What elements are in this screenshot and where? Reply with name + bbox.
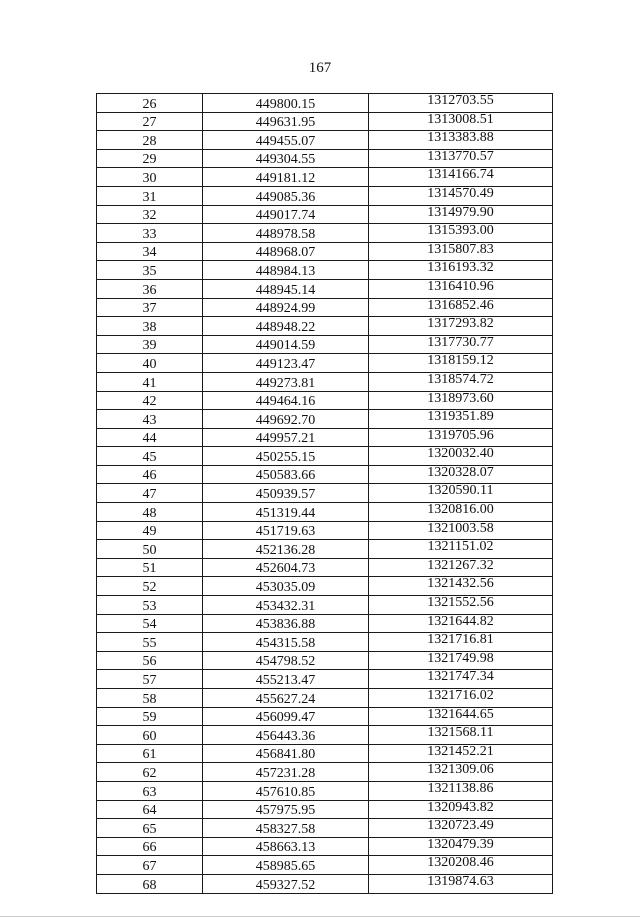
point-number-cell: 59 xyxy=(97,707,203,726)
x-coordinate-cell: 453432.31 xyxy=(203,596,369,615)
point-number-cell: 51 xyxy=(97,558,203,577)
point-number-cell: 61 xyxy=(97,744,203,763)
point-number-cell: 42 xyxy=(97,391,203,410)
point-number-cell: 53 xyxy=(97,596,203,615)
point-number-cell: 54 xyxy=(97,614,203,633)
y-coordinate-cell: 1321432.56 xyxy=(369,577,553,596)
x-coordinate-cell: 451719.63 xyxy=(203,521,369,540)
point-number-cell: 47 xyxy=(97,484,203,503)
y-coordinate-cell: 1316852.46 xyxy=(369,298,553,317)
point-number-cell: 62 xyxy=(97,763,203,782)
point-number-cell: 33 xyxy=(97,224,203,243)
x-coordinate-cell: 457231.28 xyxy=(203,763,369,782)
x-coordinate-cell: 449464.16 xyxy=(203,391,369,410)
y-coordinate-cell: 1321267.32 xyxy=(369,558,553,577)
x-coordinate-cell: 452136.28 xyxy=(203,540,369,559)
table-row xyxy=(97,391,553,410)
x-coordinate-cell: 449800.15 xyxy=(203,94,369,113)
point-number-cell: 34 xyxy=(97,242,203,261)
table-row xyxy=(97,242,553,261)
table-row xyxy=(97,465,553,484)
y-coordinate-cell: 1319874.63 xyxy=(369,874,553,893)
x-coordinate-cell: 451319.44 xyxy=(203,503,369,522)
table-row xyxy=(97,428,553,447)
table-row xyxy=(97,410,553,429)
y-coordinate-cell: 1320479.39 xyxy=(369,837,553,856)
table-row xyxy=(97,707,553,726)
x-coordinate-cell: 450939.57 xyxy=(203,484,369,503)
table-row xyxy=(97,651,553,670)
y-coordinate-cell: 1318159.12 xyxy=(369,354,553,373)
point-number-cell: 30 xyxy=(97,168,203,187)
point-number-cell: 52 xyxy=(97,577,203,596)
x-coordinate-cell: 449455.07 xyxy=(203,131,369,150)
table-row xyxy=(97,856,553,875)
y-coordinate-cell: 1321138.86 xyxy=(369,781,553,800)
table-row xyxy=(97,521,553,540)
y-coordinate-cell: 1319351.89 xyxy=(369,410,553,429)
y-coordinate-cell: 1321151.02 xyxy=(369,540,553,559)
point-number-cell: 41 xyxy=(97,372,203,391)
table-row xyxy=(97,131,553,150)
y-coordinate-cell: 1317293.82 xyxy=(369,317,553,336)
point-number-cell: 63 xyxy=(97,781,203,800)
y-coordinate-cell: 1314570.49 xyxy=(369,186,553,205)
y-coordinate-cell: 1321568.11 xyxy=(369,726,553,745)
point-number-cell: 48 xyxy=(97,503,203,522)
x-coordinate-cell: 449631.95 xyxy=(203,112,369,131)
table-row xyxy=(97,94,553,113)
table-row xyxy=(97,372,553,391)
x-coordinate-cell: 456443.36 xyxy=(203,726,369,745)
table-row xyxy=(97,298,553,317)
x-coordinate-cell: 458663.13 xyxy=(203,837,369,856)
table-row xyxy=(97,837,553,856)
table-row xyxy=(97,744,553,763)
y-coordinate-cell: 1320328.07 xyxy=(369,465,553,484)
point-number-cell: 43 xyxy=(97,410,203,429)
point-number-cell: 28 xyxy=(97,131,203,150)
y-coordinate-cell: 1320723.49 xyxy=(369,819,553,838)
y-coordinate-cell: 1321309.06 xyxy=(369,763,553,782)
y-coordinate-cell: 1319705.96 xyxy=(369,428,553,447)
table-row xyxy=(97,317,553,336)
y-coordinate-cell: 1315807.83 xyxy=(369,242,553,261)
x-coordinate-cell: 454798.52 xyxy=(203,651,369,670)
y-coordinate-cell: 1320032.40 xyxy=(369,447,553,466)
point-number-cell: 46 xyxy=(97,465,203,484)
y-coordinate-cell: 1321749.98 xyxy=(369,651,553,670)
y-coordinate-cell: 1320943.82 xyxy=(369,800,553,819)
coordinate-table-body xyxy=(97,94,553,894)
table-row xyxy=(97,596,553,615)
x-coordinate-cell: 449181.12 xyxy=(203,168,369,187)
y-coordinate-cell: 1321716.81 xyxy=(369,633,553,652)
point-number-cell: 50 xyxy=(97,540,203,559)
table-row xyxy=(97,577,553,596)
table-row xyxy=(97,670,553,689)
x-coordinate-cell: 449123.47 xyxy=(203,354,369,373)
y-coordinate-cell: 1314166.74 xyxy=(369,168,553,187)
point-number-cell: 38 xyxy=(97,317,203,336)
y-coordinate-cell: 1313383.88 xyxy=(369,131,553,150)
point-number-cell: 56 xyxy=(97,651,203,670)
x-coordinate-cell: 454315.58 xyxy=(203,633,369,652)
y-coordinate-cell: 1318574.72 xyxy=(369,372,553,391)
scan-edge-line xyxy=(0,916,640,917)
point-number-cell: 26 xyxy=(97,94,203,113)
point-number-cell: 65 xyxy=(97,819,203,838)
table-row xyxy=(97,763,553,782)
page-number: 167 xyxy=(308,60,332,76)
table-row xyxy=(97,279,553,298)
point-number-cell: 45 xyxy=(97,447,203,466)
x-coordinate-cell: 448948.22 xyxy=(203,317,369,336)
x-coordinate-cell: 449014.59 xyxy=(203,335,369,354)
table-row xyxy=(97,558,553,577)
point-number-cell: 44 xyxy=(97,428,203,447)
x-coordinate-cell: 449957.21 xyxy=(203,428,369,447)
table-row xyxy=(97,633,553,652)
x-coordinate-cell: 458985.65 xyxy=(203,856,369,875)
x-coordinate-cell: 449085.36 xyxy=(203,186,369,205)
table-row xyxy=(97,726,553,745)
y-coordinate-cell: 1318973.60 xyxy=(369,391,553,410)
table-row xyxy=(97,800,553,819)
table-row xyxy=(97,503,553,522)
x-coordinate-cell: 449273.81 xyxy=(203,372,369,391)
y-coordinate-cell: 1315393.00 xyxy=(369,224,553,243)
point-number-cell: 58 xyxy=(97,689,203,708)
table-row xyxy=(97,819,553,838)
y-coordinate-cell: 1321716.02 xyxy=(369,689,553,708)
x-coordinate-cell: 453836.88 xyxy=(203,614,369,633)
y-coordinate-cell: 1317730.77 xyxy=(369,335,553,354)
x-coordinate-cell: 456841.80 xyxy=(203,744,369,763)
x-coordinate-cell: 455213.47 xyxy=(203,670,369,689)
coordinate-table xyxy=(96,93,553,894)
table-row xyxy=(97,874,553,893)
y-coordinate-cell: 1320208.46 xyxy=(369,856,553,875)
point-number-cell: 57 xyxy=(97,670,203,689)
table-row xyxy=(97,261,553,280)
y-coordinate-cell: 1313770.57 xyxy=(369,149,553,168)
table-row xyxy=(97,447,553,466)
x-coordinate-cell: 450255.15 xyxy=(203,447,369,466)
point-number-cell: 29 xyxy=(97,149,203,168)
x-coordinate-cell: 449692.70 xyxy=(203,410,369,429)
y-coordinate-cell: 1316193.32 xyxy=(369,261,553,280)
point-number-cell: 37 xyxy=(97,298,203,317)
point-number-cell: 40 xyxy=(97,354,203,373)
x-coordinate-cell: 456099.47 xyxy=(203,707,369,726)
table-row xyxy=(97,168,553,187)
point-number-cell: 64 xyxy=(97,800,203,819)
point-number-cell: 49 xyxy=(97,521,203,540)
table-row xyxy=(97,149,553,168)
table-row xyxy=(97,484,553,503)
point-number-cell: 55 xyxy=(97,633,203,652)
y-coordinate-cell: 1314979.90 xyxy=(369,205,553,224)
table-row xyxy=(97,354,553,373)
point-number-cell: 27 xyxy=(97,112,203,131)
y-coordinate-cell: 1321644.82 xyxy=(369,614,553,633)
x-coordinate-cell: 459327.52 xyxy=(203,874,369,893)
y-coordinate-cell: 1312703.55 xyxy=(369,94,553,113)
y-coordinate-cell: 1316410.96 xyxy=(369,279,553,298)
point-number-cell: 35 xyxy=(97,261,203,280)
x-coordinate-cell: 448984.13 xyxy=(203,261,369,280)
point-number-cell: 31 xyxy=(97,186,203,205)
y-coordinate-cell: 1321003.58 xyxy=(369,521,553,540)
table-row xyxy=(97,335,553,354)
point-number-cell: 39 xyxy=(97,335,203,354)
table-row xyxy=(97,205,553,224)
y-coordinate-cell: 1321747.34 xyxy=(369,670,553,689)
x-coordinate-cell: 452604.73 xyxy=(203,558,369,577)
y-coordinate-cell: 1320590.11 xyxy=(369,484,553,503)
x-coordinate-cell: 458327.58 xyxy=(203,819,369,838)
point-number-cell: 67 xyxy=(97,856,203,875)
table-row xyxy=(97,781,553,800)
x-coordinate-cell: 449304.55 xyxy=(203,149,369,168)
x-coordinate-cell: 448978.58 xyxy=(203,224,369,243)
y-coordinate-cell: 1321452.21 xyxy=(369,744,553,763)
y-coordinate-cell: 1321644.65 xyxy=(369,707,553,726)
x-coordinate-cell: 457610.85 xyxy=(203,781,369,800)
table-row xyxy=(97,112,553,131)
x-coordinate-cell: 449017.74 xyxy=(203,205,369,224)
x-coordinate-cell: 457975.95 xyxy=(203,800,369,819)
y-coordinate-cell: 1313008.51 xyxy=(369,112,553,131)
table-row xyxy=(97,540,553,559)
table-row xyxy=(97,614,553,633)
y-coordinate-cell: 1321552.56 xyxy=(369,596,553,615)
point-number-cell: 66 xyxy=(97,837,203,856)
y-coordinate-cell: 1320816.00 xyxy=(369,503,553,522)
x-coordinate-cell: 455627.24 xyxy=(203,689,369,708)
table-row xyxy=(97,689,553,708)
x-coordinate-cell: 448968.07 xyxy=(203,242,369,261)
point-number-cell: 36 xyxy=(97,279,203,298)
x-coordinate-cell: 453035.09 xyxy=(203,577,369,596)
x-coordinate-cell: 448945.14 xyxy=(203,279,369,298)
table-row xyxy=(97,224,553,243)
point-number-cell: 32 xyxy=(97,205,203,224)
point-number-cell: 68 xyxy=(97,874,203,893)
table-row xyxy=(97,186,553,205)
x-coordinate-cell: 450583.66 xyxy=(203,465,369,484)
point-number-cell: 60 xyxy=(97,726,203,745)
x-coordinate-cell: 448924.99 xyxy=(203,298,369,317)
